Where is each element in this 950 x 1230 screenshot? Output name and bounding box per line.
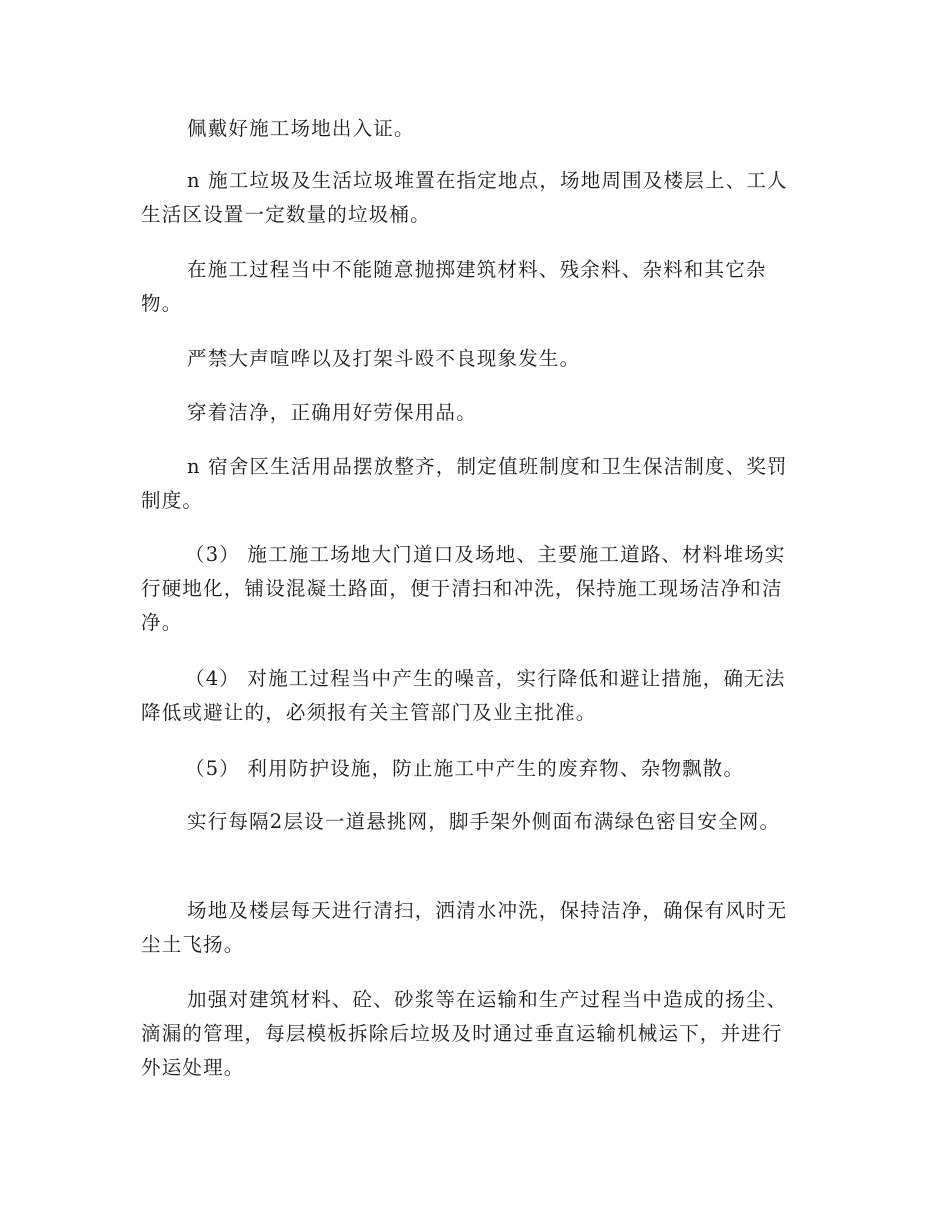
paragraph-no-noise-fighting: 严禁大声喧哗以及打架斗殴不良现象发生。 xyxy=(187,347,581,370)
paragraph-entry-permit: 佩戴好施工场地出入证。 xyxy=(187,117,415,140)
paragraph-no-throwing: 在施工过程当中不能随意抛掷建筑材料、残余料、杂料和其它杂物。 xyxy=(141,258,767,315)
paragraph-safety-net: 实行每隔2层设一道悬挑网，脚手架外侧面布满绿色密目安全网。 xyxy=(187,810,781,833)
paragraph-item-5: （5） 利用防护设施，防止施工中产生的废弃物、杂物飘散。 xyxy=(185,757,745,780)
paragraph-dust-control: 加强对建筑材料、砼、砂浆等在运输和生产过程当中造成的扬尘、滴漏的管理，每层模板拆除后垃圾及时通过垂直运输机械运下，并进行外运处理。 xyxy=(141,988,788,1079)
paragraph-item-4: （4） 对施工过程当中产生的噪音，实行降低和避让措施，确无法降低或避让的，必须报有关主管部门及业主批准。 xyxy=(141,667,786,724)
paragraph-dormitory-rules: n 宿舍区生活用品摆放整齐，制定值班制度和卫生保洁制度、奖罚制度。 xyxy=(141,455,788,512)
paragraph-item-3: （3） 施工施工场地大门道口及场地、主要施工道路、材料堆场实行硬地化，铺设混凝土路面，便于清扫和冲洗，保持施工现场洁净和洁净。 xyxy=(141,543,786,634)
paragraph-daily-cleaning: 场地及楼层每天进行清扫，洒清水冲洗，保持洁净，确保有风时无尘土飞扬。 xyxy=(141,899,788,956)
paragraph-garbage-placement: n 施工垃圾及生活垃圾堆置在指定地点，场地周围及楼层上、工人生活区设置一定数量的垃圾桶。 xyxy=(141,169,788,226)
paragraph-protective-gear: 穿着洁净，正确用好劳保用品。 xyxy=(187,401,477,424)
